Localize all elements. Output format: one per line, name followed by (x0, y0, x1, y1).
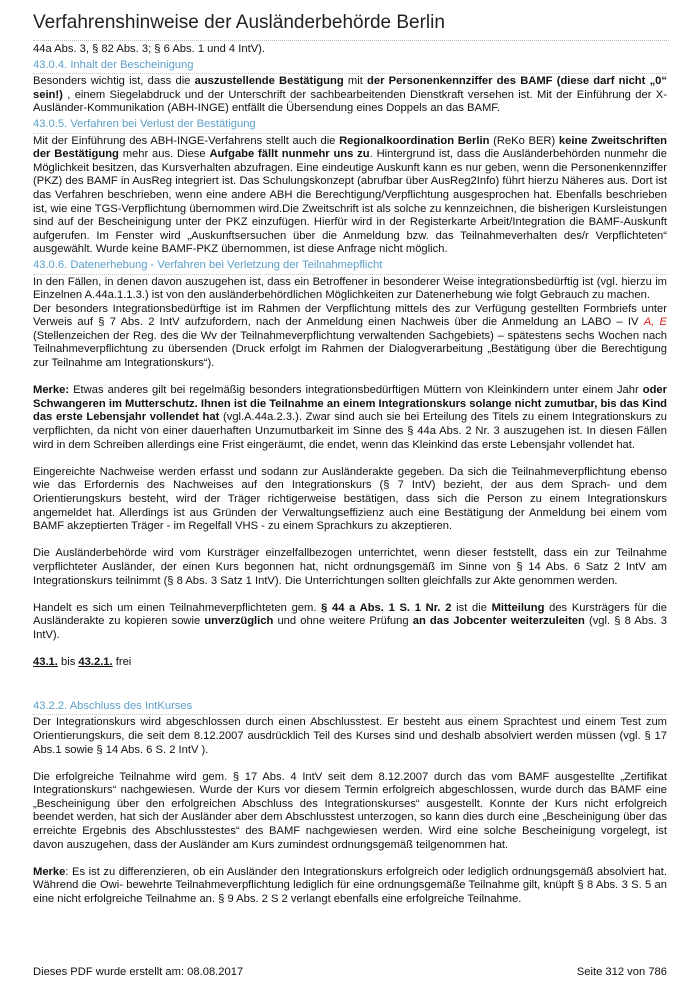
section-heading: 43.0.6. Datenerhebung - Verfahren bei Verletzung der Teilnahmepflicht (33, 259, 667, 275)
paragraph: Eingereichte Nachweise werden erfasst und sodann zur Ausländerakte gegeben. Da sich die Teilnahmeverpflichtung ebenso wie das Erfordernis des Nachweises auf den Integrationskurs (§ 7 IntV) bezieht, der aus dem Sprach- und dem Orientierungskurs besteht, wird der Träger richtigerweise bestätigen, dass sich die Person zu einem Integrationskurs angemeldet hat. Allerdings ist aus Gründen der Verwaltungseffizienz auch eine Bestätigung der Anmeldung bei einem vom BAMF akzeptierten Träger - im Regelfall VHS - zu einem Sprachkurs zu akzeptieren. (33, 465, 667, 533)
created-date: Dieses PDF wurde erstellt am: 08.08.2017 (33, 966, 244, 978)
page-number: Seite 312 von 786 (576, 966, 667, 978)
paragraph: Die erfolgreiche Teilnahme wird gem. § 17 Abs. 4 IntV seit dem 8.12.2007 durch das vom BAMF ausgestellte „Zertifikat Integrationskurs“ nachgewiesen. Wurde der Kurs vor diesem Termin erfolgreich abgeschlossen, wurde durch das BAMF eine „Bescheinigung über den erfolgreichen Abschluss des Integrationskurses“ ausgestellt. Konnte der Kurs nicht erfolgreich beendet werden, hat sich der Ausländer aber dem Abschlusstest unterzogen, so kann dies durch eine „Bescheinigung über das erreichte Ergebnis des Abschlusstestes“ des BAMF nachgewiesen werden. Wird eine solche Bescheinigung vorgelegt, ist davon auszugehen, dass der Ausländer am Kurs zumindest ordnungsgemäß teilgenommen hat. (33, 770, 667, 851)
paragraph: Mit der Einführung des ABH-INGE-Verfahrens stellt auch die Regionalkoordination Berlin (ReKo BER) keine Zweitschriften der Bestätigung mehr aus. Diese Aufgabe fällt nunmehr uns zu. Hintergrund ist, dass die Ausländerbehörden nunmehr die Möglichkeit besitzen, das Kursverhalten abzufragen. Eine eindeutige Auskunft kann es nur geben, wenn die Personenkennziffer (PKZ) des BAMF in AusReg integriert ist. Das Schulungskonzept (abrufbar über AusReg2Info) führt hierzu Näheres aus. Dort ist das Verfahren beschrieben, wenn eine andere ABH die Berechtigung/Verpflichtung ausgesprochen hat. Ebenfalls beschrieben ist, wie eine TGS-Verpflichtung übernommen wird.Die Zweitschrift ist als solche zu kennzeichnen, die bisherigen Kursleistungen sind auf der Bescheinigung unter der PKZ einzufügen. Hierfür wird in der Registerkarte Arbeit/Integration die BAMF-Auskunft aufgerufen. Im Fenster wird „Auskunftsersuchen über die Anmeldung bzw. das Teilnahmeverhalten des/r Verpflichteten“ ausgewählt. Wurde keine BAMF-PKZ übernommen, ist diese Anfrage nicht möglich. (33, 134, 668, 256)
paragraph: Besonders wichtig ist, dass die auszustellende Bestätigung mit der Personenkennziffer des BAMF (diese darf nicht „0“ sein!) , einem Siegelabdruck und der Unterschrift der sachbearbeitenden Dienstkraft versehen ist. Mit der Einführung der X-Ausländer-Kommunikation (ABH-INGE) entfällt die Übersendung eines Doppels an das BAMF. (33, 75, 667, 115)
paragraph: Merke: Es ist zu differenzieren, ob ein Ausländer den Integrationskurs erfolgreich oder lediglich ordnungsgemäß absolviert hat. Während die Owi- bewehrte Teilnahmeverpflichtung lediglich für eine ordnungsgemäße Teilnahme gilt, knüpft § 8 Abs. 3 S. 5 an eine nicht erfolgreiche Teilnahme an. § 9 Abs. 2 S 2 verlangt ebenfalls eine erfolgreiche Teilnahme. (33, 865, 667, 906)
section-heading: 43.0.5. Verfahren bei Verlust der Bestätigung (33, 118, 667, 134)
paragraph: In den Fällen, in denen davon auszugehen ist, dass ein Betroffener in besonderer Weise integrationsbedürftig ist (vgl. hierzu im Einzelnen A.44a.1.1.3.) ist von den ausländerbehördlichen Möglichkeiten zur Datenerhebung wie folgt Gebrauch zu machen. (33, 275, 667, 302)
paragraph: Der besonders Integrationsbedürftige ist im Rahmen der Verpflichtung mittels des zur Verfügung gestellten Formbriefs unter Verweis auf § 7 Abs. 2 IntV aufzufordern, nach der Anmeldung einen Nachweis über die Anmeldung an LABO – IV A, E (Stellenzeichen der Reg. des die Wv der Teilnahmeverpflichtung verwaltenden Sachgebiets) – spätestens sechs Wochen nach Teilnahmeverpflichtung zu übersenden (Druck erfolgt im Rahmen der Dialogverarbeitung „Bestätigung über die Berechtigung zur Teilnahme am Integrationskurs“). (33, 302, 668, 370)
section-heading: 43.0.4. Inhalt der Bescheinigung (33, 59, 667, 75)
page-title: Verfahrenshinweise der Ausländerbehörde Berlin (33, 12, 669, 41)
section-link[interactable]: 43.2.1. (78, 656, 113, 669)
section-heading: 43.2.2. Abschluss des IntKurses (33, 700, 667, 716)
paragraph: Handelt es sich um einen Teilnahmeverpflichteten gem. § 44 a Abs. 1 S. 1 Nr. 2 ist die Mitteilung des Kursträgers für die Ausländerakte zu kopieren sowie unverzüglich und ohne weitere Prüfung an das Jobcenter weiterzuleiten (vgl. § 8 Abs. 3 IntV). (33, 601, 668, 641)
paragraph: 43.1. bis 43.2.1. frei (33, 656, 132, 669)
section-link[interactable]: 43.1. (33, 656, 58, 669)
paragraph: Der Integrationskurs wird abgeschlossen durch einen Abschlusstest. Er besteht aus einem Sprachtest und einem Test zum Orientierungskurs, die seit dem 8.12.2007 ausdrücklich Teil des Kurses sind und deshalb absolviert werden müssen (vgl. § 17 Abs.1 sowie § 14 Abs. 6 S. 2 IntV ). (33, 716, 667, 756)
paragraph: Die Ausländerbehörde wird vom Kursträger einzelfallbezogen unterrichtet, wenn dieser feststellt, dass ein zur Teilnahme verpflichteter Ausländer, der einen Kurs begonnen hat, nicht ordnungsgemäß im Sinne von § 14 Abs. 6 Satz 2 IntV am Integrationskurs teilnimmt (§ 8 Abs. 3 Satz 1 IntV). Die Unterrichtungen sollten gleichfalls zur Akte genommen werden. (33, 547, 667, 587)
paragraph: Merke: Etwas anderes gilt bei regelmäßig besonders integrationsbedürftigen Müttern von Kleinkindern unter einem Jahr oder Schwangeren im Mutterschutz. Ihnen ist die Teilnahme an einem Integrationskurs solange nicht zumutbar, bis das Kind das erste Lebensjahr vollendet hat (vgl.A.44a.2.3.). Zwar sind auch sie bei Erteilung des Titels zu einem Integrationskurs zu verpflichten, da nicht von einer dauerhaften Unzumutbarkeit im Sinne des § 44a Abs. 2 Nr. 3 auszugehen ist. In diesen Fällen wird in dem Schreiben allerdings eine Frist eingeräumt, die endet, wenn das Kleinkind das erste Lebensjahr vollendet hat. (33, 384, 668, 451)
document-body (33, 43, 667, 907)
paragraph: 44a Abs. 3, § 82 Abs. 3; § 6 Abs. 1 und 4 IntV). (33, 43, 265, 55)
